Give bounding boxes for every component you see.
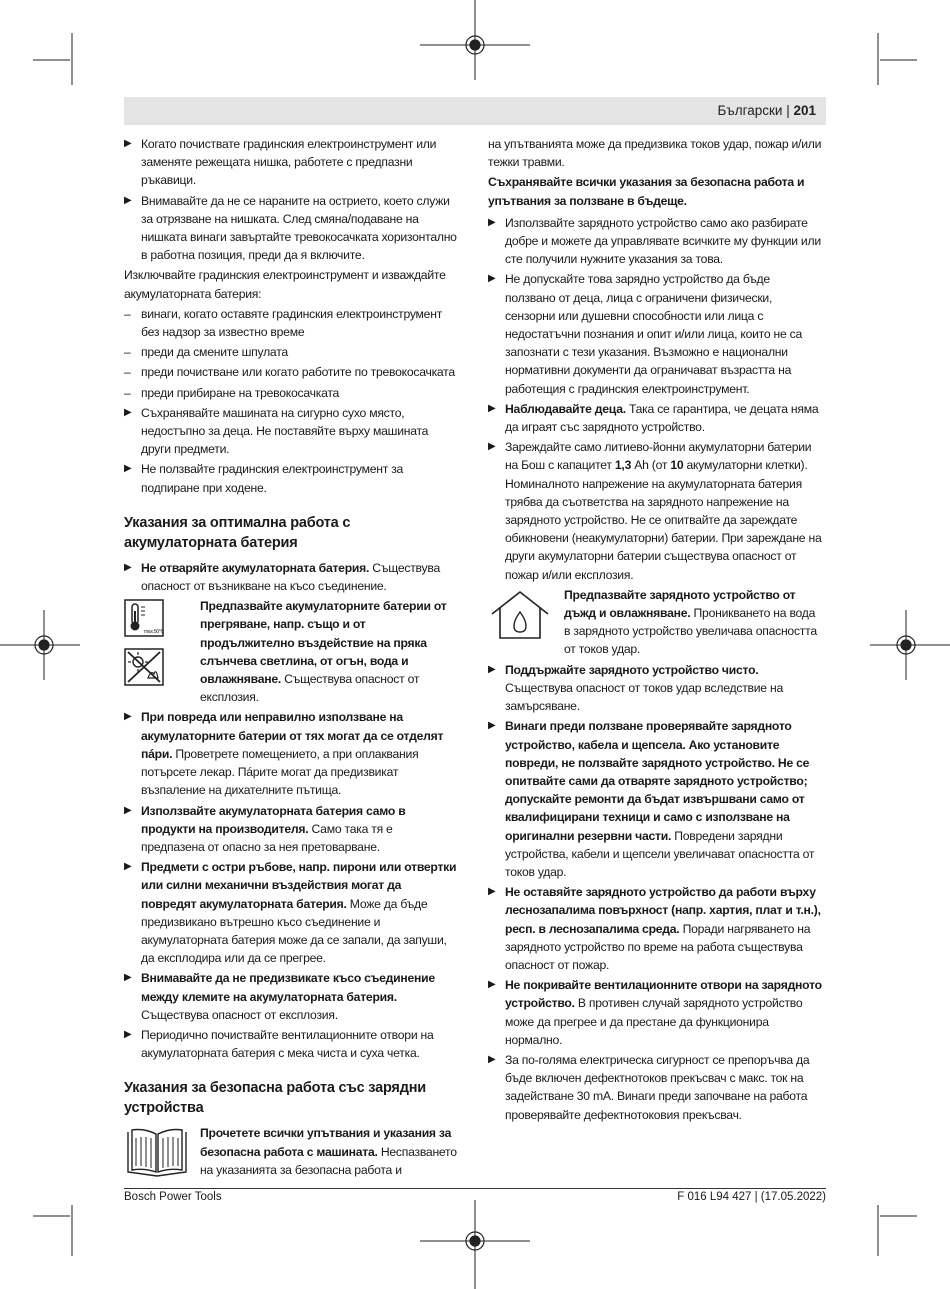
triangle-bullet-icon: ▶ bbox=[124, 406, 132, 418]
list-item: ▶ Наблюдавайте деца. Така се гарантира, че децата няма да играят със зарядното устройство. bbox=[488, 401, 819, 435]
read-manual-block: Прочетете всички упътвания и указания за безопасна работа с машината. Неспазването на указанията за безопасна работа и bbox=[124, 1124, 459, 1184]
triangle-bullet-icon: ▶ bbox=[488, 402, 496, 414]
triangle-bullet-icon: ▶ bbox=[124, 138, 132, 149]
no-sun-fire-water-icon bbox=[124, 648, 164, 686]
header-language: Български bbox=[717, 103, 783, 118]
list-item: ▶ Използвайте акумулаторната батерия само в продукти на производителя. Само така тя е предпазена от опасно за нея претоварване. bbox=[124, 803, 406, 854]
list-item: ▶ Зареждайте само литиево-йонни акумулаторни батерии на Бош с капацитет 1,3 Ah (от 10 акумулаторни клетки). Номиналното напрежение на акумулаторната батерия трябва да съответства на зарядното напрежение на зарядното устройство. Не се опитвайте да зареждате обикновени (неакумулаторни) батерии. При зареждане на други акумулаторни батерии съществува опасност от пожар и/или експлозия. bbox=[488, 440, 822, 582]
dash-item: – винаги, когато оставяте градинския електроинструмент без надзор за известно време bbox=[124, 306, 443, 340]
list-item: ▶ Когато почиствате градинския електроинструмент или заменяте режещата нишка, работете с предпазни ръкавици. bbox=[124, 137, 437, 188]
triangle-bullet-icon: ▶ bbox=[124, 972, 132, 984]
footer-doc-code: F 016 L94 427 | (17.05.2022) bbox=[677, 1191, 826, 1203]
section-heading: Указания за оптимална работа с акумулаторната батерия bbox=[124, 514, 351, 551]
triangle-bullet-icon: ▶ bbox=[488, 273, 496, 285]
footer-rule bbox=[124, 1188, 826, 1189]
list-item: ▶ Предмети с остри ръбове, напр. пирони или отвертки или силни механични въздействия могат да повредят акумулаторната батерия. Може да бъде предизвикано вътрешно късо съединение и акумулаторната батерия може да се запали, да запуши, да експлодира или да се прегрее. bbox=[124, 860, 457, 966]
list-item: ▶ Поддържайте зарядното устройство чисто. Съществува опасност от токов удар вследствие на замърсяване. bbox=[488, 662, 783, 714]
list-item: ▶ Не допускайте това зарядно устройство да бъде ползвано от деца, лица с ограничени физически, сензорни или душевни способности или лица с недостатъчни познания и опит и/или лица, които не са запознати с тези указания. Възможно е национални нормативни документи да ограничават възрастта на работещия с градинския електроинструмент. bbox=[488, 272, 803, 396]
list-item: ▶ Не оставяйте зарядното устройство да работи върху леснозапалима повърхност (напр. хартия, плат и т.н.), респ. в леснозапалима среда. Поради нагряването на зарядното устройство по време на работа съществува опасност от пожар. bbox=[488, 885, 821, 972]
list-item: ▶ За по-голяма електрическа сигурност се препоръчва да бъде включен дефектнотоков прекъсвач с макс. ток на задействане 30 mA. Винаги преди започване на работа проверявайте дефектнотоковия прекъсвач. bbox=[488, 1052, 810, 1122]
page-number: 201 bbox=[793, 103, 816, 118]
page-header bbox=[124, 97, 826, 125]
paragraph: Изключвайте градинския електроинструмент и изваждайте акумулаторната батерия: bbox=[124, 268, 446, 301]
triangle-bullet-icon: ▶ bbox=[124, 1028, 132, 1040]
triangle-bullet-icon: ▶ bbox=[488, 663, 496, 675]
triangle-bullet-icon: ▶ bbox=[124, 804, 132, 816]
triangle-bullet-icon: ▶ bbox=[488, 720, 496, 732]
triangle-bullet-icon: ▶ bbox=[488, 886, 496, 898]
triangle-bullet-icon: ▶ bbox=[124, 194, 132, 206]
triangle-bullet-icon: ▶ bbox=[124, 861, 132, 873]
list-item: ▶ Внимавайте да не се нараните на острието, което служи за отрязване на нишката. След смяна/подаване на нишката винаги завъртайте тревокосачката хоризонтално в работна позиция, преди да я включите. bbox=[124, 193, 457, 263]
list-item: ▶ Съхранявайте машината на сигурно сухо място, недостъпно за деца. Не поставяйте върху машината други предмети. bbox=[124, 405, 429, 457]
list-item: ▶ Винаги преди ползване проверявайте зарядното устройство, кабела и щепсела. Ако установите повреди, не ползвайте зарядното устройство. Не се опитвайте сами да отваряте зарядното устройство; допускайте ремонти да бъдат извършвани само от квалифицирани техници и само с използване на оригинални резервни части. Повредени зарядни устройства, кабели и щепсели увеличават опасността от токов удар. bbox=[488, 719, 815, 879]
list-item: ▶ Не покривайте вентилационните отвори на зарядното устройство. В противен случай зарядното устройство може да прегрее и да престане да функционира нормално. bbox=[488, 978, 822, 1047]
triangle-bullet-icon: ▶ bbox=[488, 1053, 496, 1065]
triangle-bullet-icon: ▶ bbox=[488, 979, 496, 991]
triangle-bullet-icon: ▶ bbox=[488, 216, 496, 228]
temp-limit-label: max.50°C bbox=[144, 629, 164, 636]
section-heading: Указания за безопасна работа със зарядни устройства bbox=[124, 1080, 426, 1117]
bold-paragraph: Съхранявайте всички указания за безопасна работа и упътвания за ползване в бъдеще. bbox=[488, 175, 805, 208]
list-item: ▶ Внимавайте да не предизвикате късо съединение между клемите на акумулаторната батерия. Съществува опасност от експлозия. bbox=[124, 971, 435, 1022]
dash-item: – преди прибиране на тревокосачката bbox=[124, 385, 340, 400]
list-item: ▶ Периодично почиствайте вентилационните отвори на акумулаторната батерия с мека чиста и суха четка. bbox=[124, 1027, 434, 1061]
protect-battery-block: max.50°C Предпазвайте акумулаторните батерии от прегряване, напр. също и от продължително въздействие на пряка слънчева светлина, от огън, вода и овлажняване. Съществува опасност от експлозия. bbox=[124, 597, 459, 706]
list-item: ▶ Използвайте зарядното устройство само ако разбирате добре и можете да управлявате всичките му функции или сте получили нужните указания за това. bbox=[488, 215, 821, 267]
left-column bbox=[124, 135, 459, 1186]
header-text: Български | 201 bbox=[717, 103, 816, 118]
footer-brand: Bosch Power Tools bbox=[124, 1191, 222, 1203]
house-rain-icon bbox=[488, 588, 552, 642]
dash-item: – преди да смените шпулата bbox=[124, 345, 288, 360]
triangle-bullet-icon: ▶ bbox=[124, 463, 132, 475]
right-column bbox=[488, 135, 823, 1126]
list-item: ▶ При повреда или неправилно използване на акумулаторните батерии от тях могат да се отделят пáри. Проветрете помещението, а при оплаквания потърсете лекар. Пáрите могат да предизвикат възпаление на дихателните пътища. bbox=[124, 710, 444, 798]
list-item: ▶ Не отваряйте акумулаторната батерия. Съществува опасност от възникване на късо съединение. bbox=[124, 560, 440, 594]
triangle-bullet-icon: ▶ bbox=[124, 561, 132, 573]
triangle-bullet-icon: ▶ bbox=[124, 711, 132, 723]
list-item: ▶ Не ползвайте градинския електроинструмент за подпиране при ходене. bbox=[124, 462, 404, 495]
thermometer-icon bbox=[124, 599, 164, 637]
rain-protect-block: Предпазвайте зарядното устройство от дъжд и овлажняване. Проникването на вода в зарядното устройство увеличава опасността от токов удар. bbox=[488, 586, 823, 659]
triangle-bullet-icon: ▶ bbox=[488, 441, 496, 453]
book-icon bbox=[124, 1126, 190, 1180]
dash-item: – преди почистване или когато работите по тревокосачката bbox=[124, 365, 455, 380]
paragraph: на упътванията може да предизвика токов удар, пожар и/или тежки травми. bbox=[488, 137, 822, 170]
